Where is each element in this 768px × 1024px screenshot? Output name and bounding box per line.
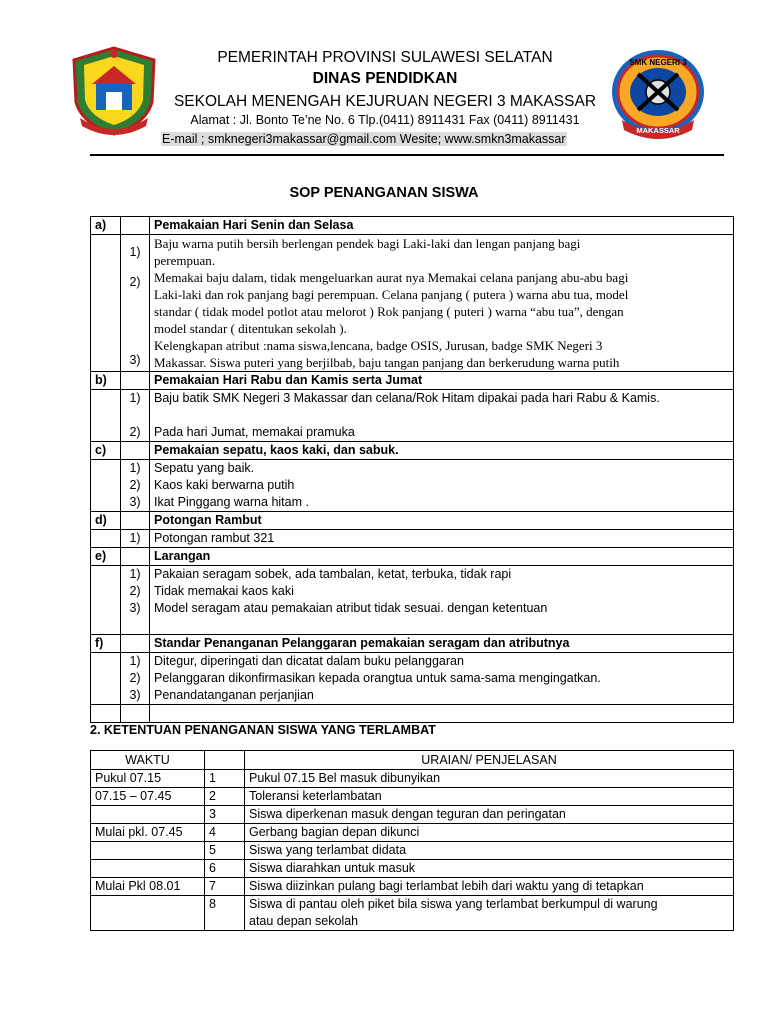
empty-cell: [121, 635, 150, 653]
item-numbers: [121, 566, 150, 635]
section-letter: f): [91, 635, 121, 653]
cell-uraian: Siswa diizinkan pulang bagi terlambat lebih dari waktu yang di tetapkan: [245, 878, 734, 896]
item-text: Sepatu yang baik.: [154, 461, 255, 475]
section2-title: 2. KETENTUAN PENANGANAN SISWA YANG TERLAMBAT: [90, 723, 436, 737]
document-title: SOP PENANGANAN SISWA: [289, 185, 479, 201]
cell-uraian-line: Siswa di pantau oleh piket bila siswa yang terlambat berkumpul di warung: [249, 897, 658, 911]
section-letter: a): [91, 217, 121, 235]
table-row: [91, 842, 734, 860]
section-row: [91, 512, 734, 530]
header-divider: [90, 154, 724, 156]
section-items-row: [91, 530, 734, 548]
empty-cell: [121, 705, 150, 723]
empty-cell: [91, 530, 121, 548]
item-number: 1): [129, 654, 141, 668]
item-numbers: [121, 235, 150, 372]
item-number: 2): [129, 478, 141, 492]
header-department: DINAS PENDIDKAN: [312, 70, 458, 87]
empty-cell: [121, 217, 150, 235]
empty-cell: [91, 235, 121, 372]
empty-cell: [91, 390, 121, 442]
section-title: Pemakaian Hari Senin dan Selasa: [150, 217, 734, 235]
cell-waktu: Mulai pkl. 07.45: [91, 824, 205, 842]
section-title: Potongan Rambut: [150, 512, 734, 530]
item-number: 3): [129, 353, 141, 367]
item-number: 1): [129, 461, 141, 475]
section-letter: c): [91, 442, 121, 460]
cell-waktu: Pukul 07.15: [91, 770, 205, 788]
cell-waktu: [91, 860, 205, 878]
header-government: PEMERINTAH PROVINSI SULAWESI SELATAN: [217, 49, 553, 66]
late-students-table: [90, 750, 734, 931]
header-school-name: SEKOLAH MENENGAH KEJURUAN NEGERI 3 MAKASSAR: [173, 93, 597, 110]
empty-cell: [91, 705, 121, 723]
section-row: [91, 372, 734, 390]
item-number: 3): [129, 495, 141, 509]
item-text-line: Baju warna putih bersih berlengan pendek bagi Laki-laki dan lengan panjang bagi: [154, 236, 581, 251]
item-texts: [150, 390, 734, 442]
empty-cell: [91, 460, 121, 512]
empty-cell: [121, 548, 150, 566]
badge-bottom-text: MAKASSAR: [636, 126, 680, 135]
cell-no: 8: [205, 896, 245, 931]
cell-waktu: 07.15 – 07.45: [91, 788, 205, 806]
item-number: 2): [129, 584, 141, 598]
item-number: 2): [129, 671, 141, 685]
item-text-line: standar ( tidak model potlot atau melorot ) Rok panjang ( puteri ) warna “abu tua”, dengan: [154, 304, 624, 319]
item-numbers: [121, 460, 150, 512]
item-number: 1): [129, 567, 141, 581]
cell-uraian: Toleransi keterlambatan: [245, 788, 734, 806]
item-number: 2): [129, 425, 141, 439]
item-text: Ditegur, diperingati dan dicatat dalam buku pelanggaran: [154, 654, 464, 668]
section-letter: e): [91, 548, 121, 566]
section-title: Pemakaian Hari Rabu dan Kamis serta Jumat: [150, 372, 734, 390]
item-text: Potongan rambut 321: [150, 530, 734, 548]
item-text: Kaos kaki berwarna putih: [154, 478, 295, 492]
empty-line: [123, 617, 147, 634]
cell-uraian: Siswa yang terlambat didata: [245, 842, 734, 860]
table-row: [91, 788, 734, 806]
cell-no: 3: [205, 806, 245, 824]
empty-cell: [121, 442, 150, 460]
item-number: 1): [129, 391, 141, 405]
item-text-line: Laki-laki dan rok panjang bagi perempuan. Celana panjang ( putera ) warna abu tua, model: [154, 287, 629, 302]
cell-waktu: Mulai Pkl 08.01: [91, 878, 205, 896]
item-number: 3): [129, 601, 141, 615]
section-items-row: [91, 390, 734, 442]
item-texts: [150, 566, 734, 635]
table-row: [91, 860, 734, 878]
section-row: [91, 548, 734, 566]
section-row: [91, 217, 734, 235]
table-row: [91, 824, 734, 842]
cell-no: 1: [205, 770, 245, 788]
empty-cell: [91, 566, 121, 635]
badge-top-text: SMK NEGERI 3: [629, 58, 687, 67]
cell-waktu: [91, 842, 205, 860]
item-text: Tidak memakai kaos kaki: [154, 584, 294, 598]
item-number: 1): [121, 530, 150, 548]
item-number: 3): [129, 688, 141, 702]
table-row: [91, 770, 734, 788]
item-texts: [150, 235, 734, 372]
col-header-uraian: URAIAN/ PENJELASAN: [245, 751, 734, 770]
item-text-line: Makassar. Siswa puteri yang berjilbab, baju tangan panjang dan berkerudung warna putih: [154, 355, 620, 370]
item-text-line: Memakai baju dalam, tidak mengeluarkan aurat nya Memakai celana panjang abu-abu bagi: [154, 270, 629, 285]
header-address: Alamat : Jl. Bonto Te’ne No. 6 Tlp.(0411) 8911431 Fax (0411) 8911431: [190, 113, 580, 127]
item-texts: [150, 653, 734, 705]
item-text-line: Kelengkapan atribut :nama siswa,lencana, badge OSIS, Jurusan, badge SMK Negeri 3: [154, 338, 603, 353]
section-row: [91, 442, 734, 460]
item-text: Penandatanganan perjanjian: [154, 688, 314, 702]
item-number: 1): [129, 245, 141, 259]
item-text: Pelanggaran dikonfirmasikan kepada orangtua untuk sama-sama mengingatkan.: [154, 671, 601, 685]
table-row: [91, 878, 734, 896]
cell-uraian: [245, 896, 734, 931]
col-header-waktu: WAKTU: [91, 751, 205, 770]
empty-cell: [91, 653, 121, 705]
empty-line: [154, 617, 729, 634]
section-title: Larangan: [150, 548, 734, 566]
cell-uraian-line: atau depan sekolah: [249, 914, 359, 928]
cell-no: 2: [205, 788, 245, 806]
section-items-row: [91, 235, 734, 372]
cell-uraian: Siswa diarahkan untuk masuk: [245, 860, 734, 878]
item-text-line: perempuan.: [154, 253, 216, 268]
section-letter: b): [91, 372, 121, 390]
cell-no: 4: [205, 824, 245, 842]
section-items-row: [91, 653, 734, 705]
cell-waktu: [91, 806, 205, 824]
item-texts: [150, 460, 734, 512]
empty-cell: [150, 705, 734, 723]
section-letter: d): [91, 512, 121, 530]
item-text-line: model standar ( ditentukan sekolah ).: [154, 321, 347, 336]
table-row: [91, 896, 734, 931]
section-items-row: [91, 566, 734, 635]
item-text: Pada hari Jumat, memakai pramuka: [154, 425, 355, 439]
section-title: Standar Penanganan Pelanggaran pemakaian seragam dan atributnya: [150, 635, 734, 653]
item-text: Model seragam atau pemakaian atribut tidak sesuai. dengan ketentuan: [154, 601, 548, 615]
item-text: Baju batik SMK Negeri 3 Makassar dan celana/Rok Hitam dipakai pada hari Rabu & Kamis.: [154, 391, 660, 405]
item-text: Ikat Pinggang warna hitam .: [154, 495, 309, 509]
cell-no: 7: [205, 878, 245, 896]
header-email: E-mail ; smknegeri3makassar@gmail.com Wesite; www.smkn3makassar: [162, 132, 566, 146]
empty-cell: [121, 372, 150, 390]
empty-row: [91, 705, 734, 723]
cell-uraian: Pukul 07.15 Bel masuk dibunyikan: [245, 770, 734, 788]
item-numbers: [121, 390, 150, 442]
item-text: Pakaian seragam sobek, ada tambalan, ketat, terbuka, tidak rapi: [154, 567, 512, 581]
cell-no: 5: [205, 842, 245, 860]
col-header-no: [205, 751, 245, 770]
cell-uraian: Gerbang bagian depan dikunci: [245, 824, 734, 842]
section-title: Pemakaian sepatu, kaos kaki, dan sabuk.: [150, 442, 734, 460]
section-row: [91, 635, 734, 653]
empty-cell: [121, 512, 150, 530]
item-number: 2): [129, 275, 141, 289]
section-items-row: [91, 460, 734, 512]
cell-waktu: [91, 896, 205, 931]
table-row: [91, 806, 734, 824]
cell-no: 6: [205, 860, 245, 878]
sop-table: [90, 216, 734, 723]
cell-uraian: Siswa diperkenan masuk dengan teguran dan peringatan: [245, 806, 734, 824]
item-numbers: [121, 653, 150, 705]
table-header-row: [91, 751, 734, 770]
